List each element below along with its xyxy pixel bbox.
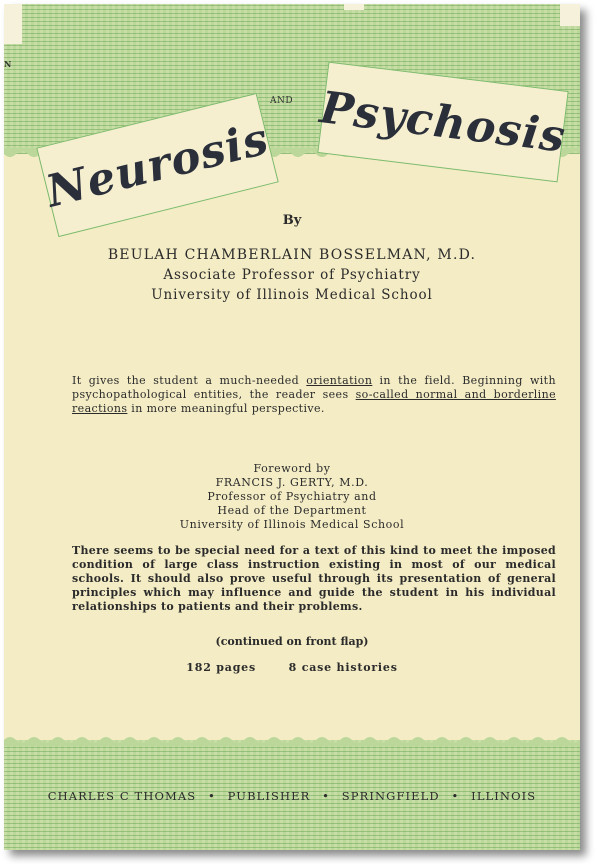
green-band-bottom [4, 740, 580, 850]
underlined-text: so-called normal and borderline reactions [72, 388, 556, 415]
blurb-orientation [72, 374, 556, 416]
publisher-state: ILLINOIS [471, 789, 537, 803]
foreword-label: Foreword by [253, 462, 331, 475]
author-name: BEULAH CHAMBERLAIN BOSSELMAN, M.D. [107, 247, 477, 263]
underlined-text: orientation [306, 374, 373, 387]
foreword-block [4, 462, 580, 532]
foreword-name: FRANCIS J. GERTY, M.D. [215, 476, 369, 489]
separator-dot: • [322, 789, 331, 803]
spine-fragment: N [4, 59, 12, 69]
publisher-city: SPRINGFIELD [341, 789, 440, 803]
blurb-text: in more meaningful perspective. [127, 402, 325, 415]
separator-dot: • [451, 789, 460, 803]
title-psychosis: Psychosis [317, 81, 569, 163]
title-conjunction: AND [270, 96, 294, 106]
continued-note: (continued on front flap) [215, 635, 369, 648]
publisher-line [4, 789, 580, 803]
book-cover [4, 4, 580, 850]
byline: By [282, 213, 302, 228]
paper-wear [560, 4, 580, 26]
foreword-position-2: Head of the Department [217, 504, 367, 517]
separator-dot: • [208, 789, 216, 803]
foreword-position-1: Professor of Psychiatry and [207, 490, 377, 503]
publisher-name: CHARLES C THOMAS [47, 789, 197, 803]
author-block [4, 245, 580, 305]
paper-wear [4, 4, 22, 44]
publisher-role: PUBLISHER [227, 789, 311, 803]
blurb-purpose: There seems to be special need for a text of this kind to meet the imposed condition of large class instruction existing in most of our medical schools. It should also prove useful through its presentation of general principles which may influence and guide the student in his individual relationships to patients and their problems. [72, 544, 556, 613]
author-position: Associate Professor of Psychiatry [163, 267, 421, 283]
foreword-institution: University of Illinois Medical School [179, 518, 405, 531]
scallop-edge-bottom [4, 734, 580, 746]
blurb-text: in the field. Beginning with psychopathological entities, the reader sees [72, 374, 556, 401]
blurb-text: It gives the student a much-needed [72, 374, 307, 387]
paper-wear [344, 4, 364, 10]
book-stats [4, 661, 580, 675]
page-count: 182 pages [186, 661, 256, 674]
case-history-count: 8 case histories [288, 661, 398, 674]
author-institution: University of Illinois Medical School [151, 287, 433, 303]
title-neurosis: Neurosis [41, 112, 274, 218]
